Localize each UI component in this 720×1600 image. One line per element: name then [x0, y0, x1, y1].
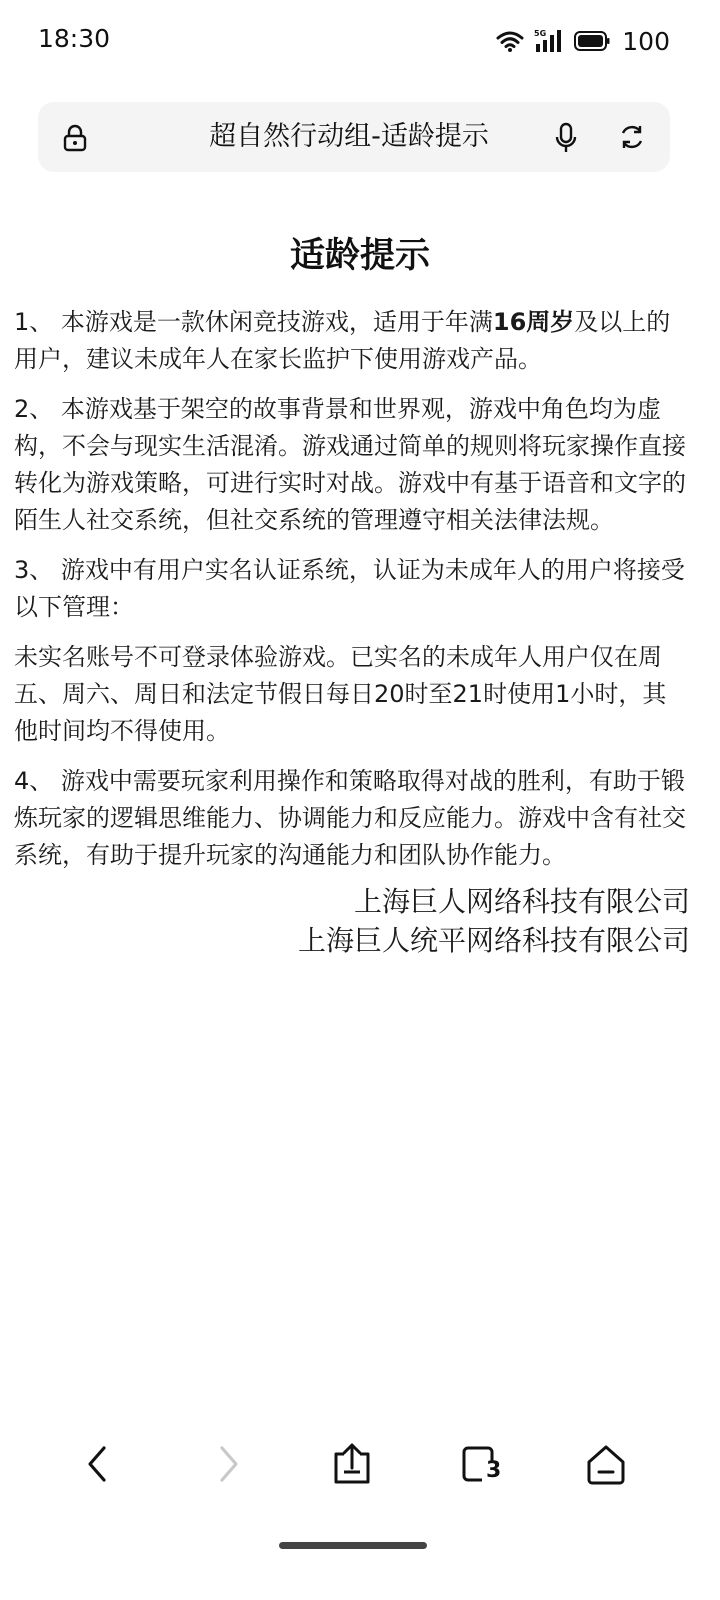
- share-icon[interactable]: [330, 1442, 374, 1486]
- status-time: 18:30: [38, 24, 111, 53]
- address-bar[interactable]: [38, 102, 670, 172]
- paragraph-1: [14, 304, 690, 378]
- wifi-icon: [496, 30, 524, 52]
- microphone-icon[interactable]: [553, 122, 579, 154]
- article-content: [14, 304, 690, 962]
- bottom-nav: [0, 1428, 720, 1500]
- tab-count: 3: [486, 1458, 502, 1483]
- battery-level: 100: [622, 26, 670, 56]
- paragraph-2: 2、 本游戏基于架空的故事背景和世界观，游戏中角色均为虚构，不会与现实生活混淆。游戏通过简单的规则将玩家操作直接转化为游戏策略，可进行实时对战。游戏中有基于语音和文字的陌生人社交系统，但社交系统的管理遵守相关法律法规。: [14, 395, 686, 534]
- battery-icon: [574, 31, 610, 51]
- back-icon[interactable]: [76, 1442, 120, 1486]
- refresh-icon[interactable]: [618, 123, 646, 151]
- page-title: 适龄提示: [289, 236, 430, 276]
- lock-icon[interactable]: [62, 124, 88, 152]
- paragraph-1-text: 1、 本游戏是一款休闲竞技游戏，适用于年满: [14, 308, 493, 336]
- forward-icon[interactable]: [206, 1442, 250, 1486]
- age-requirement: 16周岁: [492, 308, 575, 336]
- signal-5g-icon: [534, 28, 564, 54]
- home-icon[interactable]: [584, 1442, 628, 1486]
- tabs-button[interactable]: [460, 1442, 504, 1486]
- paragraph-3: 3、 游戏中有用户实名认证系统，认证为未成年人的用户将接受以下管理：: [14, 556, 685, 621]
- company-name-2: 上海巨人统平网络科技有限公司: [297, 924, 690, 957]
- status-icons: [496, 26, 670, 56]
- network-type: 5G: [534, 29, 547, 38]
- paragraph-1-tail: 及以上的用户，建议未成年人在家长监护下使用游戏产品。: [14, 308, 671, 373]
- status-bar: [0, 0, 720, 84]
- page-url-title[interactable]: 超自然行动组-适龄提示: [209, 121, 489, 152]
- company-name-1: 上海巨人网络科技有限公司: [353, 885, 690, 918]
- paragraph-3-detail: 未实名账号不可登录体验游戏。已实名的未成年人用户仅在周五、周六、周日和法定节假日每日20时至21时使用1小时，其他时间均不得使用。: [14, 643, 667, 745]
- home-indicator[interactable]: [279, 1542, 427, 1549]
- paragraph-4: 4、 游戏中需要玩家利用操作和策略取得对战的胜利，有助于锻炼玩家的逻辑思维能力、协调能力和反应能力。游戏中含有社交系统，有助于提升玩家的沟通能力和团队协作能力。: [14, 767, 686, 869]
